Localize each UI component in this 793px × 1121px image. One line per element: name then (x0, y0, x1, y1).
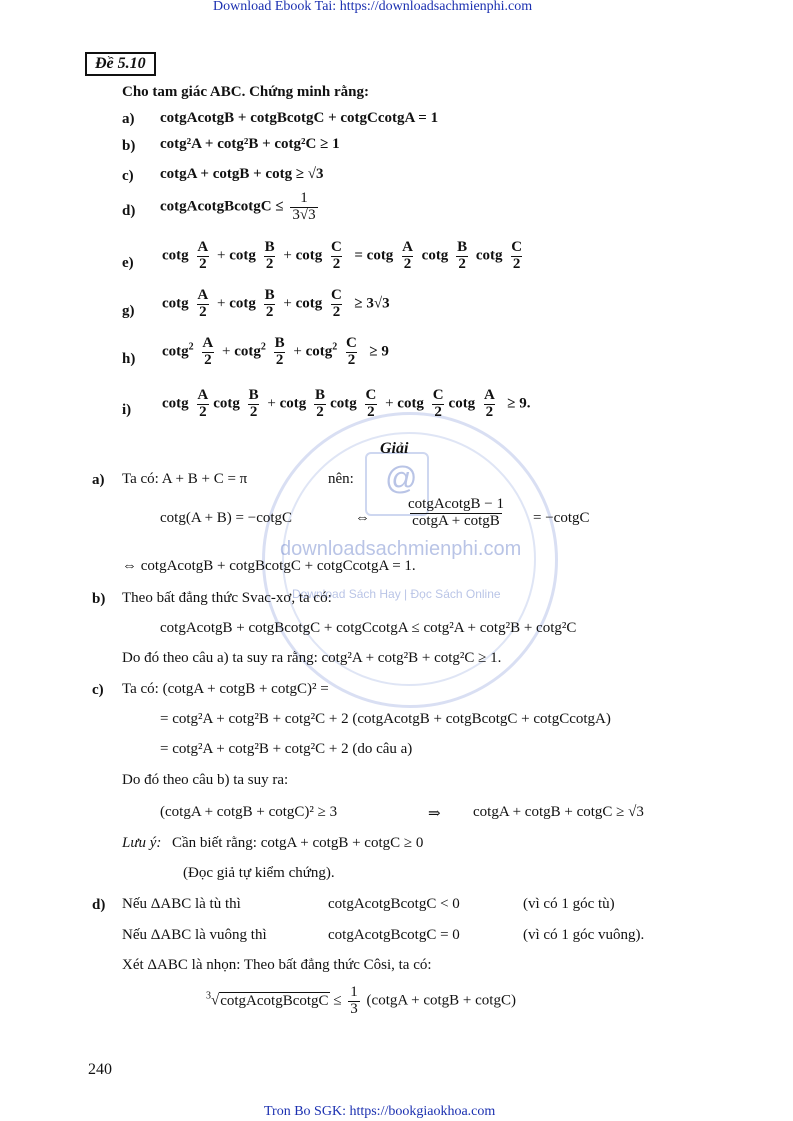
download-link[interactable]: Download Ebook Tai: https://downloadsachmienphi.com (213, 0, 533, 14)
sol-a-fraction: $\frac{\text{cotgAcotgB − 1}}{\text{cotgA + cotgB}}$ (408, 496, 504, 529)
item-g: cotg $\frac{A}{2}$ + cotg $\frac{B}{2}$ + cotg $\frac{C}{2}$ ≥ 3√3 (162, 287, 390, 320)
sol-key-d: d) (92, 897, 106, 913)
sol-a-nen: nên: (328, 471, 354, 487)
sol-b-line: cotgAcotgB + cotgBcotgC + cotgCcotgA ≤ cotg²A + cotg²B + cotg²C (160, 620, 577, 636)
item-i: cotg $\frac{A}{2}$ cotg $\frac{B}{2}$ + cotg $\frac{B}{2}$ cotg $\frac{C}{2}$ + cotg $\frac{C}{2}$ cotg $\frac{A}{2}$ ≥ 9. (162, 387, 531, 420)
item-key-b: b) (122, 138, 136, 154)
sol-d-case3: Xét ΔABC là nhọn: Theo bất đẳng thức Côsi, ta có: (122, 957, 432, 973)
sol-c-ineq-right: cotgA + cotgB + cotgC ≥ √3 (473, 804, 644, 820)
item-key-i: i) (122, 402, 132, 418)
item-key-e: e) (122, 255, 134, 271)
sol-d-case2-c: (vì có 1 góc vuông). (523, 927, 645, 943)
sol-b-intro: Theo bất đẳng thức Svac-xơ, ta có: (122, 590, 332, 606)
item-b: cotg²A + cotg²B + cotg²C ≥ 1 (160, 136, 340, 152)
sol-a-eq-lhs: cotg(A + B) = −cotgC (160, 510, 293, 526)
watermark-tagline: Download Sách Hay | Đọc Sách Online (292, 587, 501, 601)
sol-key-b: b) (92, 591, 106, 607)
item-h: cotg$^2$ $\frac{A}{2}$ + cotg$^2$ $\frac{B}{2}$ + cotg$^2$ $\frac{C}{2}$ ≥ 9 (162, 335, 389, 368)
sol-a-result: ⇔ cotgAcotgB + cotgBcotgC + cotgCcotgA = 1. (122, 558, 416, 574)
sol-c-implies: ⇒ (428, 806, 441, 822)
sol-d-case2-b: cotgAcotgBcotgC = 0 (328, 927, 460, 943)
sol-a-eq-rhs: = −cotgC (533, 510, 590, 526)
item-key-d: d) (122, 203, 136, 219)
sol-d-case1-b: cotgAcotgBcotgC < 0 (328, 896, 460, 912)
sol-key-c: c) (92, 682, 104, 698)
sol-c-ineq-left: (cotgA + cotgB + cotgC)² ≥ 3 (160, 804, 338, 820)
sol-key-a: a) (92, 472, 105, 488)
sol-d-case1-c: (vì có 1 góc tù) (523, 896, 615, 912)
page-number: 240 (88, 1061, 112, 1078)
item-key-a: a) (122, 111, 135, 127)
watermark-site: downloadsachmienphi.com (280, 538, 522, 560)
sol-c-line2: = cotg²A + cotg²B + cotg²C + 2 (do câu a) (160, 741, 413, 757)
solution-title: Giải (380, 440, 409, 457)
item-d: cotgAcotgBcotgC ≤ $\frac{1}{3√3}$ (160, 190, 316, 223)
item-a: cotgAcotgB + cotgBcotgC + cotgCcotgA = 1 (160, 110, 439, 126)
sol-c-intro: Ta có: (cotgA + cotgB + cotgC)² = (122, 681, 329, 697)
sol-c-line1: = cotg²A + cotg²B + cotg²C + 2 (cotgAcotgB + cotgBcotgC + cotgCcotgA) (160, 711, 611, 727)
sol-c-note2: (Đọc giả tự kiểm chứng). (183, 865, 335, 881)
sol-a-intro: Ta có: A + B + C = π (122, 471, 248, 487)
sol-d-cosi: $^3$√cotgAcotgBcotgC ≤ $\frac{1}{3}$ (cotgA + cotgB + cotgC) (206, 984, 516, 1017)
sol-a-arrow: ⇔ (355, 510, 370, 526)
item-key-c: c) (122, 168, 134, 184)
item-e: cotg $\frac{A}{2}$ + cotg $\frac{B}{2}$ + cotg $\frac{C}{2}$ = cotg $\frac{A}{2}$ cotg $\frac{B}{2}$ cotg $\frac{C}{2}$ (162, 239, 523, 272)
sol-c-then: Do đó theo câu b) ta suy ra: (122, 772, 289, 788)
exercise-prompt: Cho tam giác ABC. Chứng minh rằng: (122, 84, 369, 100)
sol-d-case2-a: Nếu ΔABC là vuông thì (122, 927, 267, 943)
sol-d-case1-a: Nếu ΔABC là tù thì (122, 896, 241, 912)
item-c: cotgA + cotgB + cotg ≥ √3 (160, 166, 324, 182)
sol-c-note: Cần biết rằng: cotgA + cotgB + cotgC ≥ 0 (172, 835, 424, 851)
sol-b-result: Do đó theo câu a) ta suy ra rằng: cotg²A + cotg²B + cotg²C ≥ 1. (122, 650, 502, 666)
item-key-g: g) (122, 303, 135, 319)
item-key-h: h) (122, 351, 136, 367)
exercise-label: Đề 5.10 (85, 52, 156, 76)
sol-c-note-label: Lưu ý: (122, 835, 162, 851)
book-icon: @ (365, 452, 429, 516)
sgk-link[interactable]: Tron Bo SGK: https://bookgiaokhoa.com (264, 1104, 496, 1119)
